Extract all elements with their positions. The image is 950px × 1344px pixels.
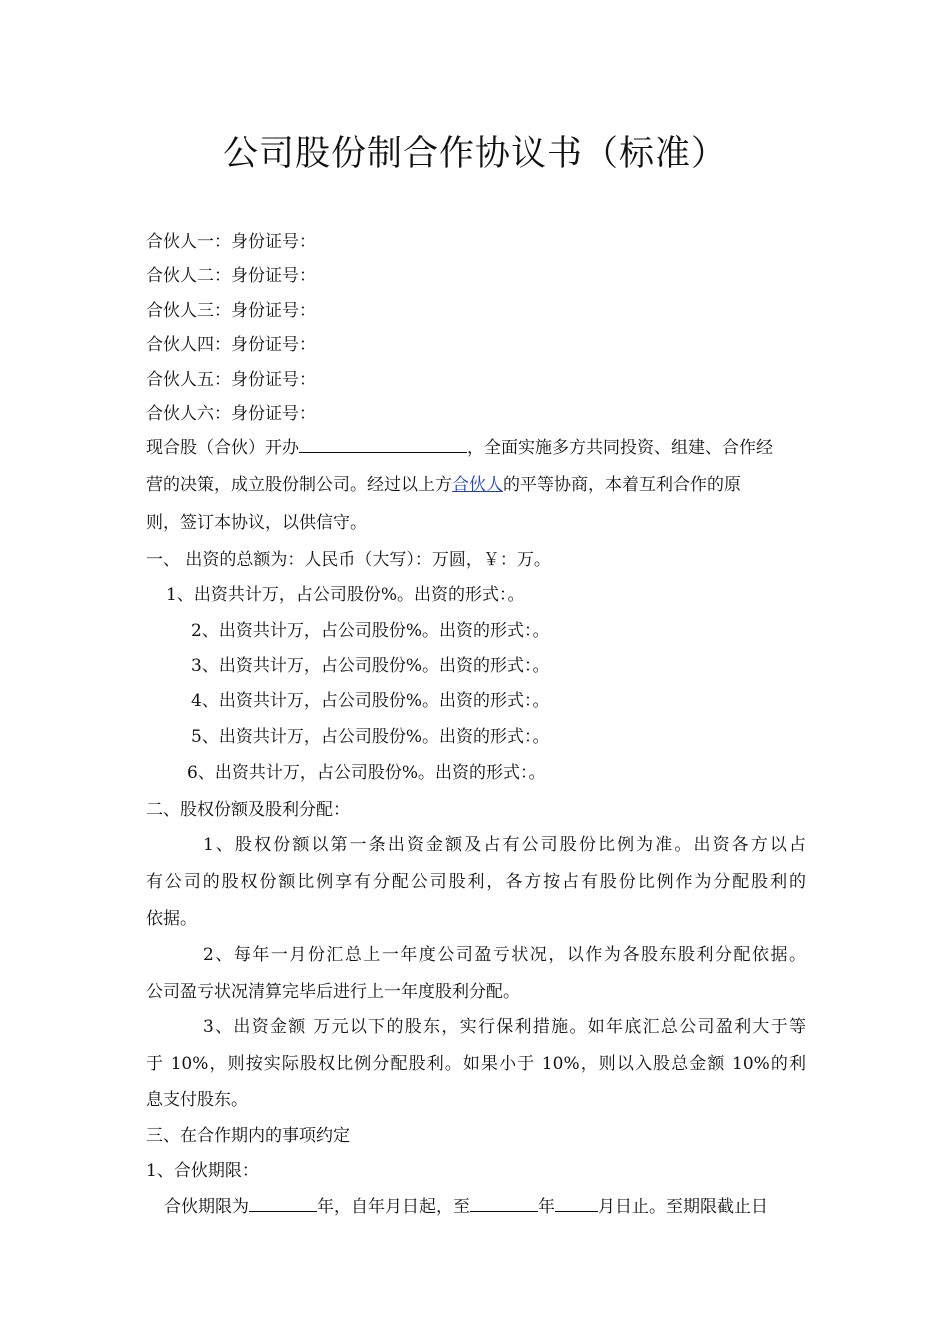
partner-line-4: 合伙人四：身份证号： (146, 335, 316, 355)
term-text: 年 (538, 1197, 555, 1217)
section2-heading: 二、股权份额及股利分配： (146, 800, 350, 820)
contribution-item: 1、出资共计万，占公司股份%。出资的形式：。 (166, 585, 525, 605)
section3-sub1: 1、合伙期限： (146, 1161, 259, 1181)
intro-line-2 (146, 470, 741, 495)
section2-para1-line1: 1、股权份额以第一条出资金额及占有公司股份比例为准。出资各方以占 (203, 835, 806, 855)
partner-line-1: 合伙人一：身份证号： (146, 232, 316, 252)
term-text: 合伙期限为 (164, 1197, 249, 1217)
term-text: 月日止。至期限截止日 (598, 1197, 768, 1217)
document-title: 公司股份制合作协议书（标准） (222, 134, 727, 174)
intro-line-1 (146, 433, 773, 458)
partner-line-6: 合伙人六：身份证号： (146, 404, 316, 424)
end-month-blank[interactable] (555, 1196, 598, 1212)
term-years-blank[interactable] (249, 1196, 317, 1212)
contribution-item: 3、出资共计万，占公司股份%。出资的形式：。 (191, 656, 550, 676)
intro-text: ，全面实施多方共同投资、组建、合作经 (467, 438, 773, 458)
contribution-item: 2、出资共计万，占公司股份%。出资的形式：。 (191, 621, 550, 641)
intro-text: 营的决策，成立股份制公司。经过以上方 (146, 475, 452, 495)
company-name-blank[interactable] (299, 437, 467, 453)
section2-para1-line3: 依据。 (146, 909, 197, 929)
intro-line-3: 则，签订本协议，以供信守。 (146, 513, 367, 533)
section2-para2-line2: 公司盈亏状况清算完毕后进行上一年度股利分配。 (146, 982, 520, 1002)
partner-line-3: 合伙人三：身份证号： (146, 301, 316, 321)
contribution-item: 6、出资共计万，占公司股份%。出资的形式：。 (187, 763, 546, 783)
end-year-blank[interactable] (470, 1196, 538, 1212)
partner-line-2: 合伙人二：身份证号： (146, 266, 316, 286)
section3-heading: 三、在合作期内的事项约定 (146, 1126, 350, 1146)
intro-text: 现合股（合伙）开办 (146, 438, 299, 458)
partner-line-5: 合伙人五：身份证号： (146, 370, 316, 390)
partner-link[interactable]: 合伙人 (452, 475, 503, 495)
section2-para2-line1: 2、每年一月份汇总上一年度公司盈亏状况，以作为各股东股利分配依据。 (203, 945, 806, 965)
section2-para1-line2: 有公司的股权份额比例享有分配公司股利，各方按占有股份比例作为分配股利的 (146, 872, 806, 892)
term-text: 年，自年月日起，至 (317, 1197, 470, 1217)
contribution-item: 4、出资共计万，占公司股份%。出资的形式：。 (191, 691, 550, 711)
section2-para3-line1: 3、出资金额 万元以下的股东，实行保利措施。如年底汇总公司盈利大于等 (203, 1017, 806, 1037)
contribution-item: 5、出资共计万，占公司股份%。出资的形式：。 (191, 727, 550, 747)
term-line (164, 1192, 768, 1217)
section2-para3-line3: 息支付股东。 (146, 1090, 248, 1110)
section1-heading: 一、 出资的总额为：人民币（大写）：万圆，￥：万。 (146, 550, 551, 570)
section2-para3-line2: 于 10%，则按实际股权比例分配股利。如果小于 10%，则以入股总金额 10%的利 (146, 1054, 806, 1074)
intro-text: 的平等协商，本着互利合作的原 (503, 475, 741, 495)
